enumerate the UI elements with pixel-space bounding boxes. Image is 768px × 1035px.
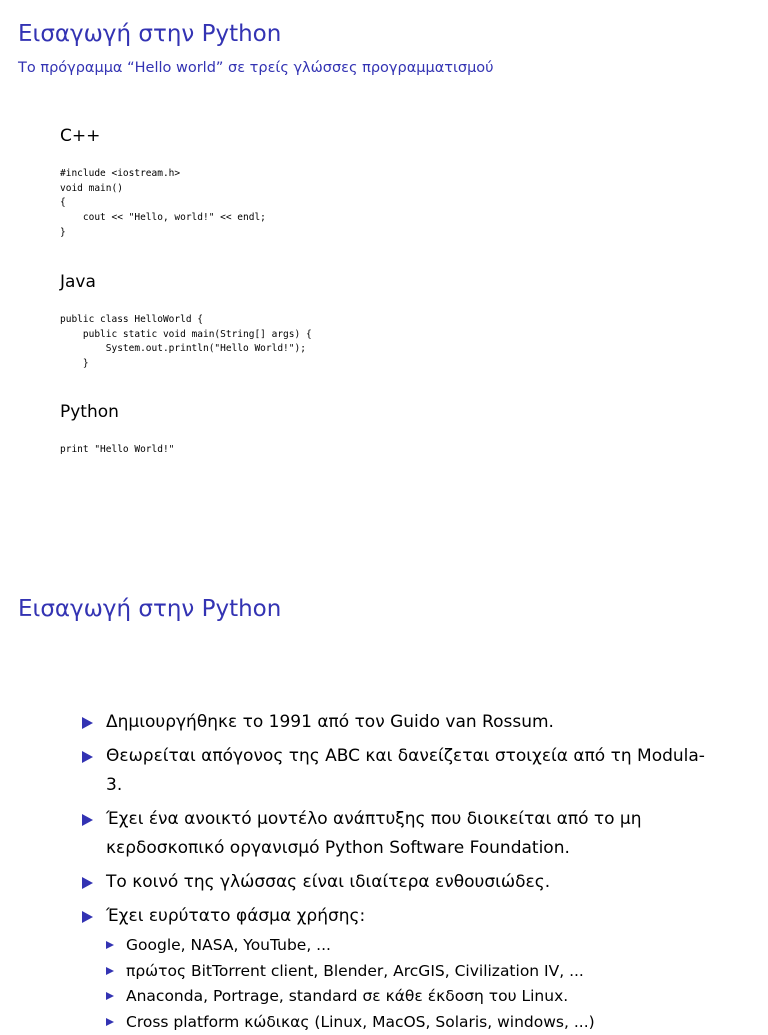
triangle-bullet-icon xyxy=(82,877,93,889)
sub-bullet-text: Anaconda, Portrage, standard σε κάθε έκδοση του Linux. xyxy=(126,987,568,1005)
cpp-heading: C++ xyxy=(60,126,100,146)
python-heading: Python xyxy=(60,402,119,422)
triangle-bullet-icon xyxy=(106,967,114,975)
triangle-bullet-icon xyxy=(82,751,93,763)
sub-bullet-list xyxy=(106,933,720,1035)
slide1-title: Εισαγωγή στην Python xyxy=(18,21,281,47)
sub-bullet-text: Cross platform κώδικας (Linux, MacOS, Solaris, windows, ...) xyxy=(126,1013,595,1031)
java-code-block: public class HelloWorld { public static void main(String[] args) { System.out.println("Hello World!"); } xyxy=(60,313,312,372)
sub-bullet-text: Google, NASA, YouTube, ... xyxy=(126,936,331,954)
triangle-bullet-icon xyxy=(82,717,93,729)
bullet-item xyxy=(80,805,720,863)
sub-bullet-text: πρώτος BitTorrent client, Blender, ArcGIS, Civilization IV, ... xyxy=(126,962,584,980)
cpp-code-block: #include <iostream.h> void main() { cout << "Hello, world!" << endl; } xyxy=(60,167,266,241)
bullet-item xyxy=(80,742,720,800)
bullet-item xyxy=(80,708,720,737)
sub-bullet-item xyxy=(106,933,720,959)
bullet-text: Έχει ένα ανοικτό μοντέλο ανάπτυξης που διοικείται από το μη κερδοσκοπικό οργανισμό Python Software Foundation. xyxy=(106,809,642,858)
bullet-text: Το κοινό της γλώσσας είναι ιδιαίτερα ενθουσιώδες. xyxy=(106,872,550,892)
bullet-text: Δημιουργήθηκε το 1991 από τον Guido van Rossum. xyxy=(106,712,554,732)
bullet-text: Έχει ευρύτατο φάσμα χρήσης: xyxy=(106,906,365,926)
triangle-bullet-icon xyxy=(106,941,114,949)
bullet-text: Θεωρείται απόγονος της ABC και δανείζεται στοιχεία από τη Modula-3. xyxy=(106,746,705,795)
sub-bullet-item xyxy=(106,1010,720,1035)
triangle-bullet-icon xyxy=(106,992,114,1000)
slide2-title: Εισαγωγή στην Python xyxy=(18,596,281,622)
sub-bullet-item xyxy=(106,984,720,1010)
bullet-item xyxy=(80,868,720,897)
triangle-bullet-icon xyxy=(106,1018,114,1026)
triangle-bullet-icon xyxy=(82,911,93,923)
slide1-subtitle: Το πρόγραμμα “Hello world” σε τρείς γλώσσες προγραμματισμού xyxy=(18,60,494,76)
python-code-block: print "Hello World!" xyxy=(60,443,174,458)
bullet-item xyxy=(80,902,720,1035)
bullet-list xyxy=(80,708,720,1035)
java-heading: Java xyxy=(60,272,96,292)
sub-bullet-item xyxy=(106,959,720,985)
triangle-bullet-icon xyxy=(82,814,93,826)
